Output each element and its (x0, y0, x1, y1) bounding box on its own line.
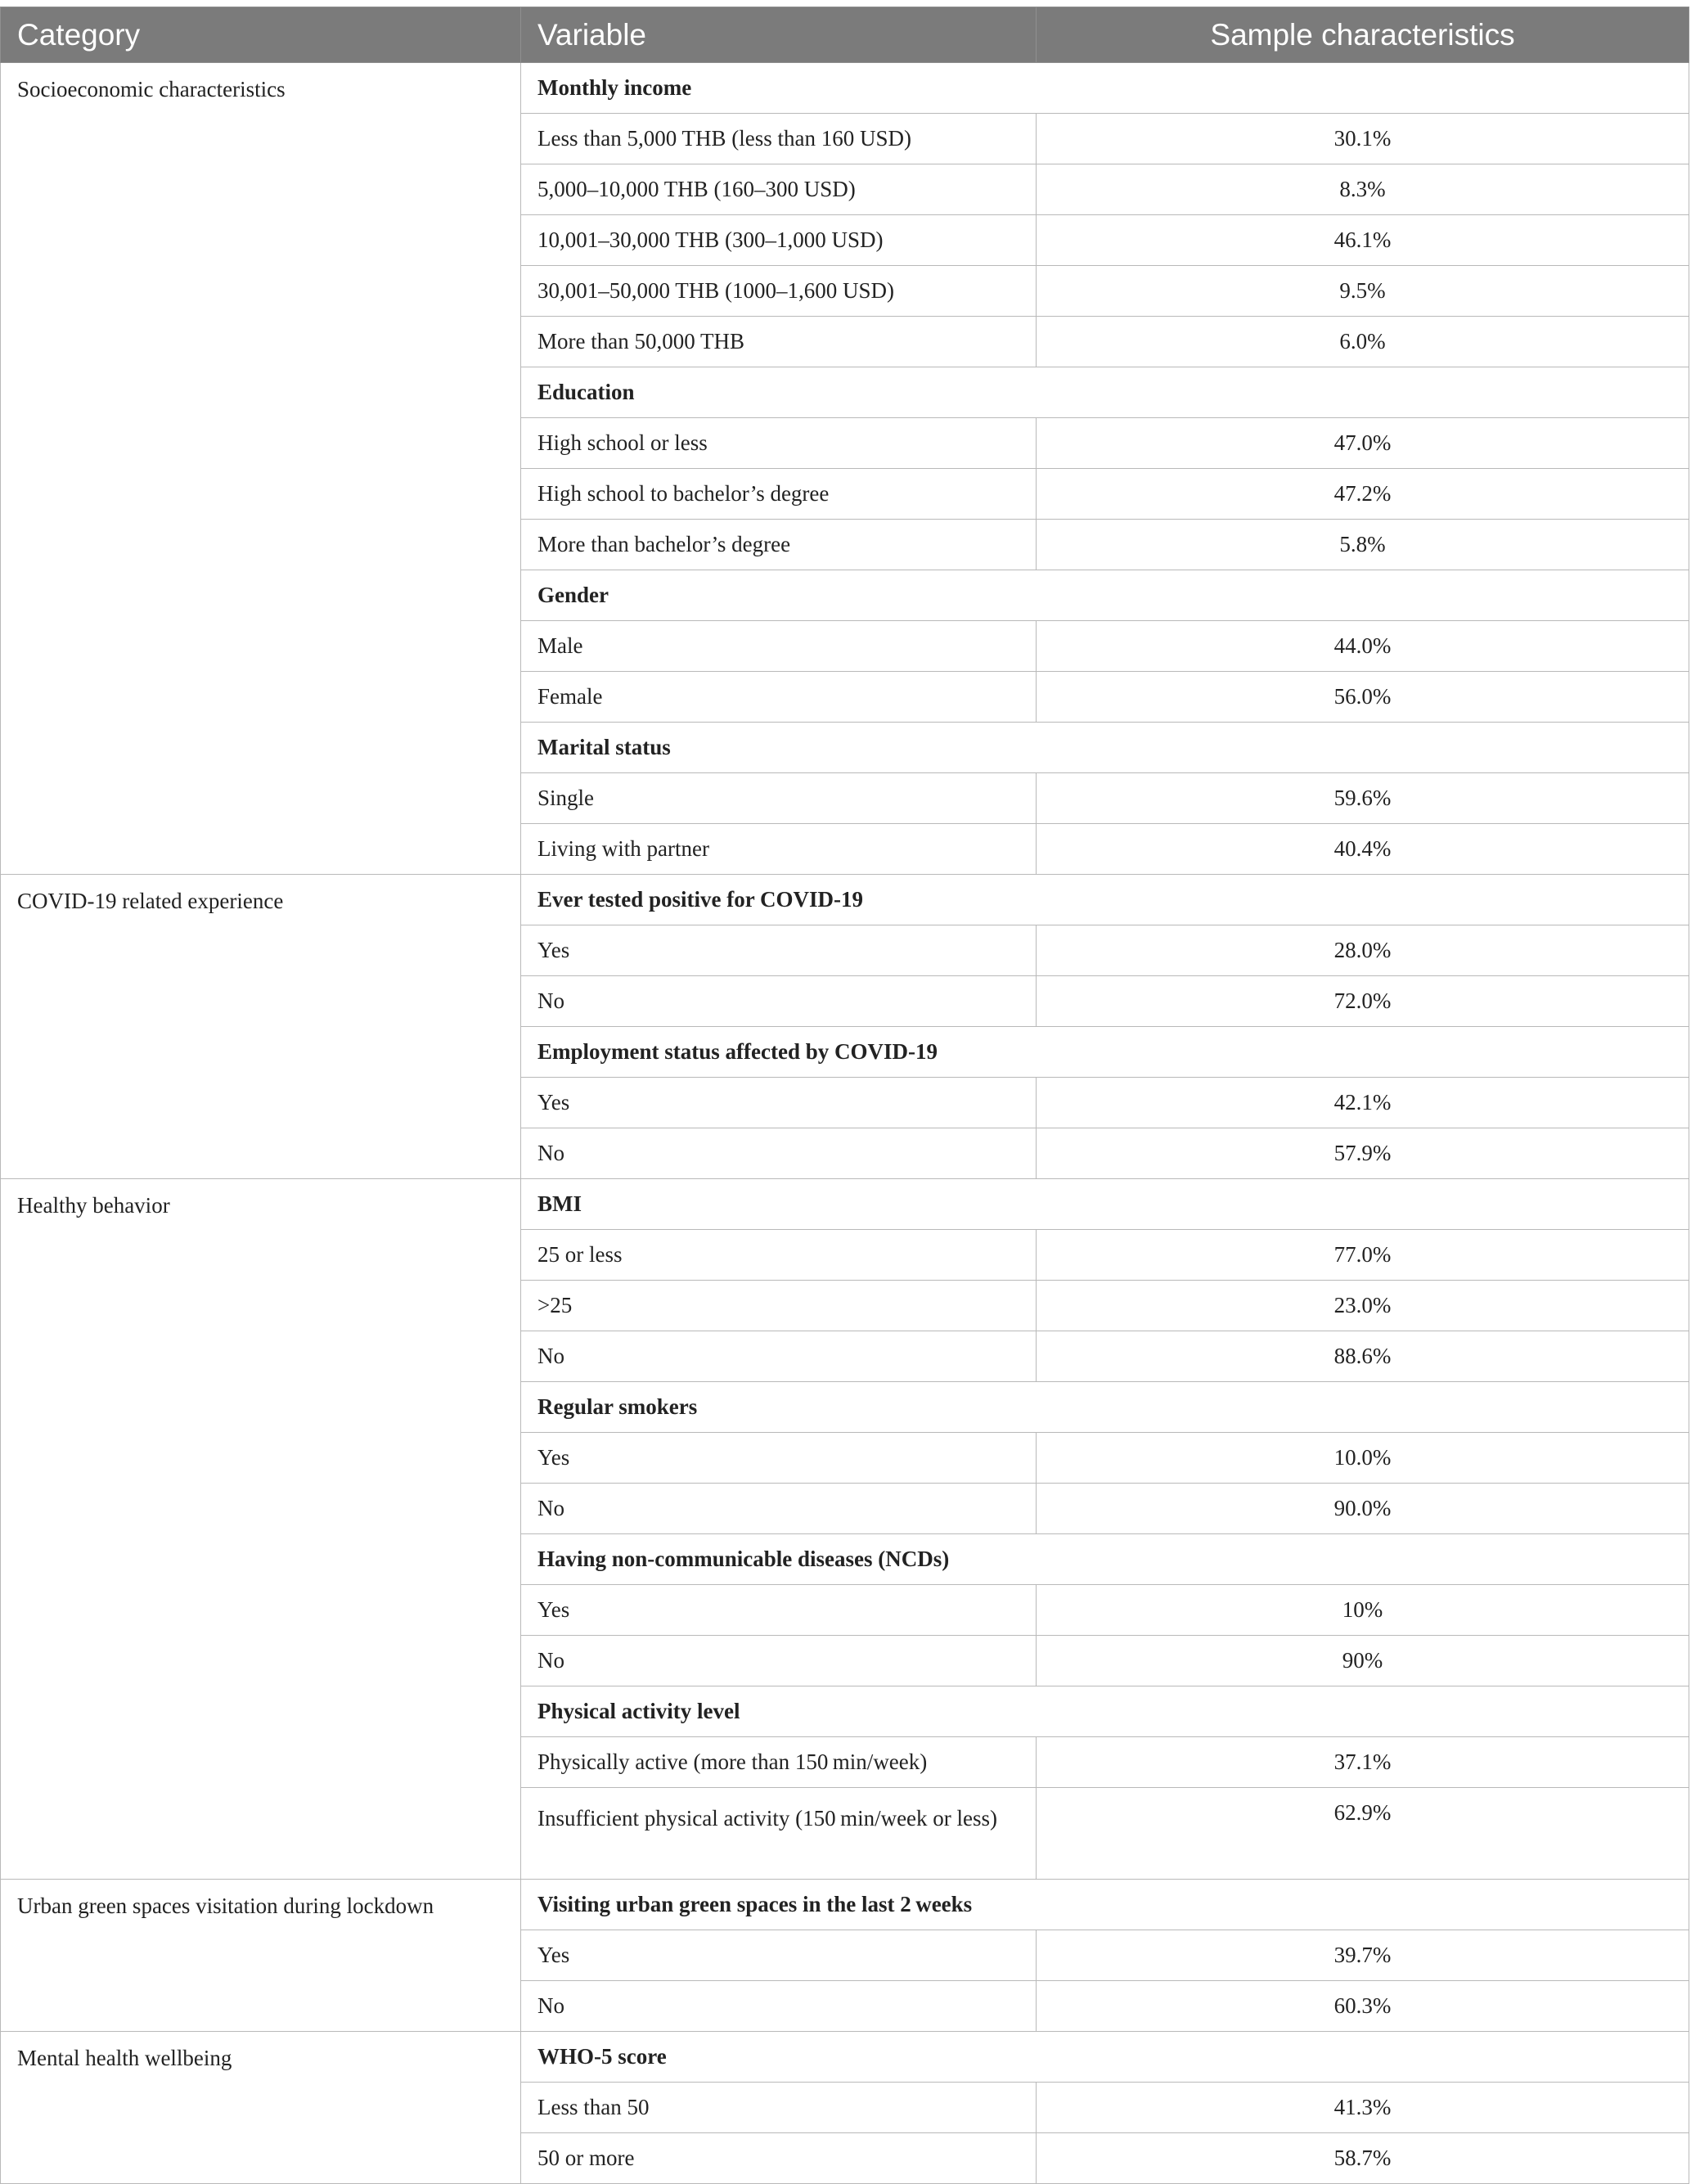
sample-value: 56.0% (1037, 672, 1689, 723)
variable-label: Insufficient physical activity (150 min/week or less) (521, 1788, 1037, 1880)
category-cell: Mental health wellbeing (1, 2032, 521, 2184)
group-row (1, 875, 1689, 925)
sample-value: 37.1% (1037, 1737, 1689, 1788)
variable-label: High school or less (521, 418, 1037, 469)
category-cell: Urban green spaces visitation during lockdown (1, 1880, 521, 2032)
variable-label: >25 (521, 1281, 1037, 1331)
category-cell: Socioeconomic characteristics (1, 63, 521, 875)
variable-label: No (521, 1636, 1037, 1686)
sample-value: 47.2% (1037, 469, 1689, 520)
variable-label: More than 50,000 THB (521, 317, 1037, 367)
variable-label: Less than 50 (521, 2083, 1037, 2133)
variable-group-title: WHO-5 score (521, 2032, 1689, 2083)
variable-group-title: Marital status (521, 723, 1689, 773)
sample-value: 10% (1037, 1585, 1689, 1636)
variable-label: Yes (521, 1078, 1037, 1128)
sample-value: 10.0% (1037, 1433, 1689, 1484)
variable-label: 5,000–10,000 THB (160–300 USD) (521, 164, 1037, 215)
sample-value: 42.1% (1037, 1078, 1689, 1128)
header-sample-characteristics: Sample characteristics (1037, 7, 1689, 63)
variable-group-title: BMI (521, 1179, 1689, 1230)
category-cell: COVID-19 related experience (1, 875, 521, 1179)
variable-label: Physically active (more than 150 min/week) (521, 1737, 1037, 1788)
variable-group-title: Gender (521, 570, 1689, 621)
variable-label: Less than 5,000 THB (less than 160 USD) (521, 114, 1037, 164)
header-category: Category (1, 7, 521, 63)
sample-value: 23.0% (1037, 1281, 1689, 1331)
sample-value: 46.1% (1037, 215, 1689, 266)
sample-value: 41.3% (1037, 2083, 1689, 2133)
sample-value: 5.8% (1037, 520, 1689, 570)
variable-label: Yes (521, 1930, 1037, 1981)
variable-label: Living with partner (521, 824, 1037, 875)
variable-label: No (521, 1981, 1037, 2032)
sample-value: 58.7% (1037, 2133, 1689, 2184)
sample-value: 39.7% (1037, 1930, 1689, 1981)
sample-value: 88.6% (1037, 1331, 1689, 1382)
variable-label: Single (521, 773, 1037, 824)
group-row (1, 2032, 1689, 2083)
sample-value: 72.0% (1037, 976, 1689, 1027)
variable-label: 50 or more (521, 2133, 1037, 2184)
sample-value: 90.0% (1037, 1484, 1689, 1534)
variable-group-title: Having non-communicable diseases (NCDs) (521, 1534, 1689, 1585)
sample-value: 9.5% (1037, 266, 1689, 317)
table-body (1, 63, 1689, 2184)
sample-value: 6.0% (1037, 317, 1689, 367)
variable-label: No (521, 1128, 1037, 1179)
group-row (1, 1179, 1689, 1230)
variable-group-title: Monthly income (521, 63, 1689, 114)
group-row (1, 1880, 1689, 1930)
sample-characteristics-table (0, 7, 1689, 2184)
sample-value: 44.0% (1037, 621, 1689, 672)
variable-group-title: Visiting urban green spaces in the last 2 weeks (521, 1880, 1689, 1930)
variable-label: Yes (521, 925, 1037, 976)
sample-value: 40.4% (1037, 824, 1689, 875)
variable-label: 30,001–50,000 THB (1000–1,600 USD) (521, 266, 1037, 317)
sample-value: 57.9% (1037, 1128, 1689, 1179)
variable-label: No (521, 1331, 1037, 1382)
table-header-row (1, 7, 1689, 63)
variable-label: 25 or less (521, 1230, 1037, 1281)
variable-group-title: Ever tested positive for COVID-19 (521, 875, 1689, 925)
sample-value: 28.0% (1037, 925, 1689, 976)
variable-group-title: Regular smokers (521, 1382, 1689, 1433)
sample-value: 59.6% (1037, 773, 1689, 824)
variable-label: 10,001–30,000 THB (300–1,000 USD) (521, 215, 1037, 266)
header-variable: Variable (521, 7, 1037, 63)
variable-label: Yes (521, 1433, 1037, 1484)
sample-value: 90% (1037, 1636, 1689, 1686)
variable-label: No (521, 976, 1037, 1027)
variable-group-title: Education (521, 367, 1689, 418)
variable-label: Female (521, 672, 1037, 723)
variable-group-title: Physical activity level (521, 1686, 1689, 1737)
sample-value: 60.3% (1037, 1981, 1689, 2032)
sample-value: 8.3% (1037, 164, 1689, 215)
variable-group-title: Employment status affected by COVID-19 (521, 1027, 1689, 1078)
variable-label: No (521, 1484, 1037, 1534)
sample-value: 30.1% (1037, 114, 1689, 164)
sample-value: 77.0% (1037, 1230, 1689, 1281)
sample-value: 47.0% (1037, 418, 1689, 469)
category-cell: Healthy behavior (1, 1179, 521, 1880)
group-row (1, 63, 1689, 114)
variable-label: Male (521, 621, 1037, 672)
sample-value: 62.9% (1037, 1788, 1689, 1880)
variable-label: More than bachelor’s degree (521, 520, 1037, 570)
variable-label: Yes (521, 1585, 1037, 1636)
variable-label: High school to bachelor’s degree (521, 469, 1037, 520)
